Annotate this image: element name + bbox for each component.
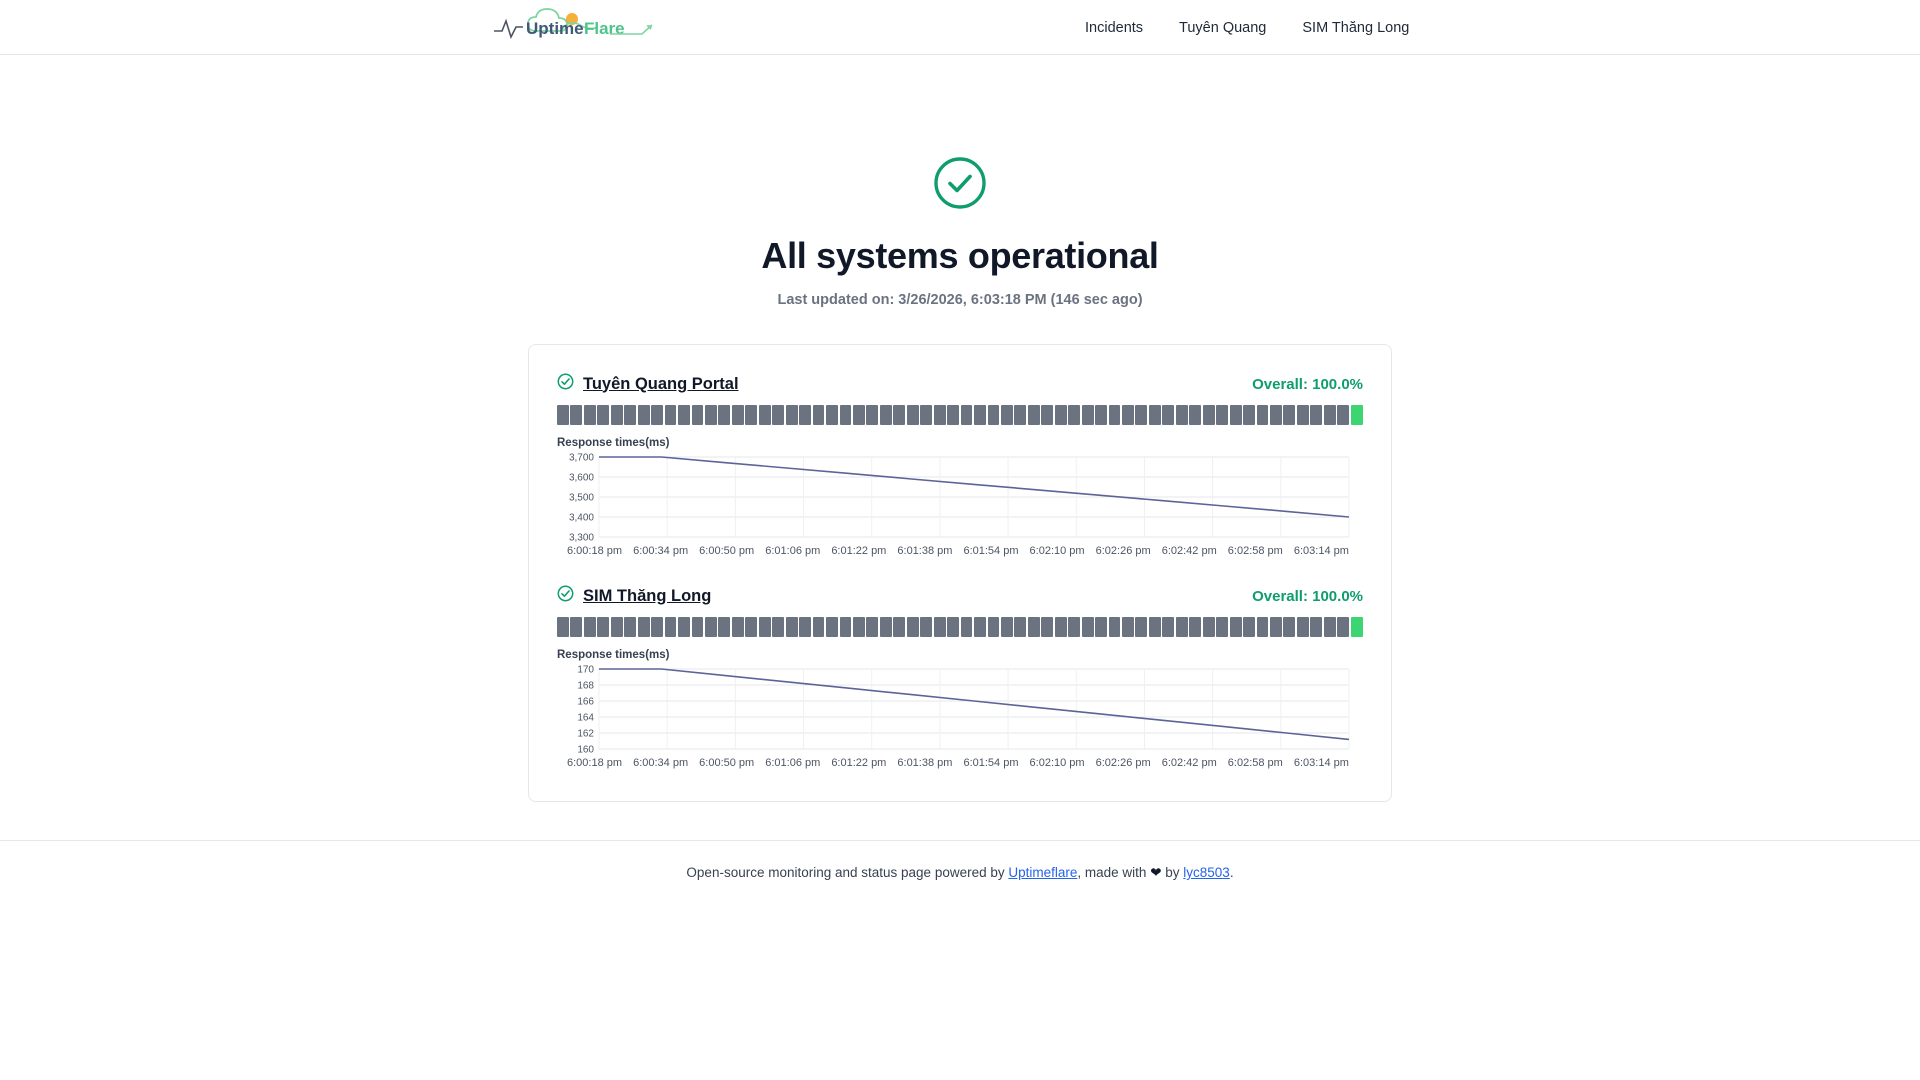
monitor-header xyxy=(557,585,1363,607)
svg-text:166: 166 xyxy=(577,696,594,708)
x-tick-label: 6:02:58 pm xyxy=(1227,545,1283,557)
uptime-bar-segment[interactable] xyxy=(1095,617,1107,637)
x-tick-label: 6:01:54 pm xyxy=(963,545,1019,557)
uptime-bar-segment[interactable] xyxy=(1351,405,1363,425)
status-hero xyxy=(0,55,1920,308)
top-navigation-bar xyxy=(0,0,1920,55)
uptime-bar-segment[interactable] xyxy=(718,617,730,637)
page-title: All systems operational xyxy=(761,235,1159,276)
x-tick-label: 6:02:26 pm xyxy=(1095,545,1151,557)
chart-x-axis xyxy=(557,757,1363,769)
uptime-bar-segment[interactable] xyxy=(907,405,919,425)
svg-text:160: 160 xyxy=(577,744,594,755)
uptime-bar-segment[interactable] xyxy=(880,405,892,425)
uptime-bar-segment[interactable] xyxy=(1176,617,1188,637)
uptime-bar-segment[interactable] xyxy=(1283,405,1295,425)
uptime-bar-segment[interactable] xyxy=(584,617,596,637)
uptimeflare-logo[interactable] xyxy=(492,7,688,47)
uptime-bar-segment[interactable] xyxy=(826,405,838,425)
uptime-bar-segment[interactable] xyxy=(665,405,677,425)
uptime-bar-segment[interactable] xyxy=(1095,405,1107,425)
uptime-bar-segment[interactable] xyxy=(1310,405,1322,425)
uptime-bar-segment[interactable] xyxy=(597,617,609,637)
uptime-bar-segment[interactable] xyxy=(1270,405,1282,425)
uptime-bar-segment[interactable] xyxy=(1257,617,1269,637)
uptime-bar-segment[interactable] xyxy=(961,405,973,425)
svg-text:164: 164 xyxy=(577,712,594,724)
page-footer xyxy=(0,840,1920,881)
uptime-bar-segment[interactable] xyxy=(1230,405,1242,425)
svg-text:162: 162 xyxy=(577,728,594,740)
uptime-bar-segment[interactable] xyxy=(732,405,744,425)
uptime-bar-segment[interactable] xyxy=(1162,617,1174,637)
uptime-bar-segment[interactable] xyxy=(907,617,919,637)
x-tick-label: 6:00:50 pm xyxy=(699,757,755,769)
uptime-bar-segment[interactable] xyxy=(1310,617,1322,637)
x-tick-label: 6:00:18 pm xyxy=(567,757,623,769)
uptime-bar-segment[interactable] xyxy=(638,405,650,425)
uptime-bar-segment[interactable] xyxy=(866,617,878,637)
uptime-bar-chart[interactable] xyxy=(557,405,1363,425)
uptime-bar-segment[interactable] xyxy=(1270,617,1282,637)
uptime-bar-segment[interactable] xyxy=(678,617,690,637)
response-times-label: Response times(ms) xyxy=(557,649,670,661)
uptime-bar-segment[interactable] xyxy=(1189,617,1201,637)
uptime-bar-segment[interactable] xyxy=(1055,405,1067,425)
x-tick-label: 6:03:14 pm xyxy=(1293,757,1349,769)
uptime-bar-segment[interactable] xyxy=(840,617,852,637)
x-tick-label: 6:00:34 pm xyxy=(633,757,689,769)
nav-item-tuyen-quang[interactable]: Tuyên Quang xyxy=(1179,19,1267,36)
uptimeflare-link[interactable]: Uptimeflare xyxy=(1008,865,1078,880)
uptime-bar-segment[interactable] xyxy=(1283,617,1295,637)
uptime-bar-segment[interactable] xyxy=(988,405,1000,425)
uptime-bar-segment[interactable] xyxy=(1068,617,1080,637)
x-tick-label: 6:02:58 pm xyxy=(1227,757,1283,769)
uptime-bar-segment[interactable] xyxy=(826,617,838,637)
x-tick-label: 6:00:34 pm xyxy=(633,545,689,557)
uptime-bar-segment[interactable] xyxy=(624,405,636,425)
nav-item-incidents[interactable]: Incidents xyxy=(1085,19,1144,36)
x-tick-label: 6:01:38 pm xyxy=(897,545,953,557)
uptime-bar-segment[interactable] xyxy=(920,617,932,637)
uptime-bar-segment[interactable] xyxy=(692,405,704,425)
uptime-bar-segment[interactable] xyxy=(1189,405,1201,425)
chart-x-axis xyxy=(557,545,1363,557)
uptime-bar-segment[interactable] xyxy=(813,617,825,637)
uptime-bar-segment[interactable] xyxy=(1109,405,1121,425)
response-times-label: Response times(ms) xyxy=(557,437,670,449)
uptime-bar-segment[interactable] xyxy=(1297,617,1309,637)
uptime-bar-segment[interactable] xyxy=(1351,617,1363,637)
uptime-bar-segment[interactable] xyxy=(1068,405,1080,425)
uptime-bar-segment[interactable] xyxy=(974,405,986,425)
uptime-bar-segment[interactable] xyxy=(1082,405,1094,425)
main-nav xyxy=(1085,0,1409,55)
uptime-bar-segment[interactable] xyxy=(1028,617,1040,637)
uptime-bar-segment[interactable] xyxy=(624,617,636,637)
uptime-bar-segment[interactable] xyxy=(1203,405,1215,425)
uptime-bar-segment[interactable] xyxy=(1337,617,1349,637)
uptime-bar-segment[interactable] xyxy=(880,617,892,637)
overall-status-icon xyxy=(0,155,1920,211)
nav-item-sim-thang-long[interactable]: SIM Thăng Long xyxy=(1302,19,1410,36)
uptime-bar-segment[interactable] xyxy=(1041,405,1053,425)
svg-text:3,300: 3,300 xyxy=(568,532,594,543)
svg-text:168: 168 xyxy=(577,680,594,692)
uptime-bar-segment[interactable] xyxy=(786,405,798,425)
x-tick-label: 6:02:42 pm xyxy=(1161,545,1217,557)
uptime-bar-segment[interactable] xyxy=(1135,617,1147,637)
heart-icon: ❤ xyxy=(1150,865,1162,880)
x-tick-label: 6:02:42 pm xyxy=(1161,757,1217,769)
svg-text:3,400: 3,400 xyxy=(568,512,594,524)
uptime-bar-segment[interactable] xyxy=(611,617,623,637)
uptime-bar-segment[interactable] xyxy=(974,617,986,637)
x-tick-label: 6:01:22 pm xyxy=(831,545,887,557)
uptime-bar-segment[interactable] xyxy=(1028,405,1040,425)
uptime-bar-segment[interactable] xyxy=(893,405,905,425)
uptime-bar-segment[interactable] xyxy=(866,405,878,425)
uptime-bar-segment[interactable] xyxy=(961,617,973,637)
uptime-bar-segment[interactable] xyxy=(1243,405,1255,425)
response-time-chart[interactable] xyxy=(557,451,1363,557)
uptime-bar-segment[interactable] xyxy=(772,405,784,425)
x-tick-label: 6:01:38 pm xyxy=(897,757,953,769)
uptime-bar-segment[interactable] xyxy=(705,405,717,425)
uptime-bar-segment[interactable] xyxy=(934,405,946,425)
uptime-bar-segment[interactable] xyxy=(1324,617,1336,637)
monitor-uptime-percent: Overall: 100.0% xyxy=(1252,375,1363,393)
uptime-bar-segment[interactable] xyxy=(1324,405,1336,425)
uptime-bar-segment[interactable] xyxy=(1109,617,1121,637)
x-tick-label: 6:00:50 pm xyxy=(699,545,755,557)
x-tick-label: 6:02:26 pm xyxy=(1095,757,1151,769)
footer-text-before: Open-source monitoring and status page powered by xyxy=(686,865,1009,880)
svg-text:Flare: Flare xyxy=(584,19,625,38)
uptime-bar-segment[interactable] xyxy=(853,405,865,425)
uptime-bar-segment[interactable] xyxy=(799,405,811,425)
uptime-bar-segment[interactable] xyxy=(678,405,690,425)
svg-text:Uptime: Uptime xyxy=(526,19,584,38)
uptime-bar-segment[interactable] xyxy=(745,405,757,425)
uptime-bar-segment[interactable] xyxy=(1122,405,1134,425)
uptime-bar-segment[interactable] xyxy=(692,617,704,637)
uptime-bar-segment[interactable] xyxy=(947,617,959,637)
x-tick-label: 6:02:10 pm xyxy=(1029,757,1085,769)
check-circle-icon xyxy=(557,585,574,607)
uptime-bar-segment[interactable] xyxy=(705,617,717,637)
uptime-bar-segment[interactable] xyxy=(759,617,771,637)
x-tick-label: 6:01:22 pm xyxy=(831,757,887,769)
uptime-bar-segment[interactable] xyxy=(1122,617,1134,637)
uptime-bar-segment[interactable] xyxy=(638,617,650,637)
uptime-bar-segment[interactable] xyxy=(597,405,609,425)
uptime-bar-segment[interactable] xyxy=(893,617,905,637)
uptime-bar-segment[interactable] xyxy=(732,617,744,637)
uptime-bar-segment[interactable] xyxy=(988,617,1000,637)
footer-text-end: . xyxy=(1229,865,1234,880)
monitor-name-link[interactable]: Tuyên Quang Portal xyxy=(583,374,739,393)
uptime-bar-segment[interactable] xyxy=(1216,617,1228,637)
uptime-bar-segment[interactable] xyxy=(1162,405,1174,425)
uptime-bar-segment[interactable] xyxy=(1230,617,1242,637)
uptime-bar-segment[interactable] xyxy=(1337,405,1349,425)
uptime-bar-segment[interactable] xyxy=(1135,405,1147,425)
uptime-bar-segment[interactable] xyxy=(1014,405,1026,425)
uptime-bar-segment[interactable] xyxy=(786,617,798,637)
uptime-bar-segment[interactable] xyxy=(1257,405,1269,425)
uptime-bar-segment[interactable] xyxy=(759,405,771,425)
footer-text-middle: , made with xyxy=(1077,865,1151,880)
uptime-bar-segment[interactable] xyxy=(1176,405,1188,425)
uptime-bar-segment[interactable] xyxy=(651,405,663,425)
svg-text:3,500: 3,500 xyxy=(568,492,594,504)
uptime-bar-segment[interactable] xyxy=(570,617,582,637)
response-time-chart[interactable] xyxy=(557,663,1363,769)
uptime-bar-segment[interactable] xyxy=(840,405,852,425)
last-updated-text: Last updated on: 3/26/2026, 6:03:18 PM (146 sec ago) xyxy=(777,292,1143,308)
footer-text-by: by xyxy=(1161,865,1184,880)
uptime-bar-segment[interactable] xyxy=(1055,617,1067,637)
x-tick-label: 6:03:14 pm xyxy=(1293,545,1349,557)
uptime-bar-segment[interactable] xyxy=(665,617,677,637)
x-tick-label: 6:01:54 pm xyxy=(963,757,1019,769)
monitor-uptime-percent: Overall: 100.0% xyxy=(1252,587,1363,605)
uptime-bar-segment[interactable] xyxy=(1243,617,1255,637)
uptime-bar-segment[interactable] xyxy=(947,405,959,425)
uptime-bar-segment[interactable] xyxy=(934,617,946,637)
monitors-card xyxy=(528,344,1392,802)
x-tick-label: 6:01:06 pm xyxy=(765,757,821,769)
uptime-bar-segment[interactable] xyxy=(799,617,811,637)
uptime-bar-segment[interactable] xyxy=(651,617,663,637)
uptime-bar-segment[interactable] xyxy=(1082,617,1094,637)
author-link[interactable]: lyc8503 xyxy=(1183,865,1230,880)
svg-text:3,600: 3,600 xyxy=(568,472,594,484)
uptime-bar-segment[interactable] xyxy=(1149,617,1161,637)
x-tick-label: 6:00:18 pm xyxy=(567,545,623,557)
monitor-item xyxy=(557,373,1363,557)
check-circle-icon xyxy=(557,373,574,395)
uptime-bar-segment[interactable] xyxy=(1216,405,1228,425)
uptime-bar-segment[interactable] xyxy=(557,617,569,637)
uptime-bar-segment[interactable] xyxy=(611,405,623,425)
uptime-bar-segment[interactable] xyxy=(1203,617,1215,637)
uptime-bar-segment[interactable] xyxy=(772,617,784,637)
svg-text:170: 170 xyxy=(577,664,594,676)
monitor-header xyxy=(557,373,1363,395)
monitor-name-link[interactable]: SIM Thăng Long xyxy=(583,586,712,605)
uptime-bar-segment[interactable] xyxy=(718,405,730,425)
uptime-bar-segment[interactable] xyxy=(1041,617,1053,637)
x-tick-label: 6:01:06 pm xyxy=(765,545,821,557)
uptime-bar-segment[interactable] xyxy=(1149,405,1161,425)
monitor-item xyxy=(557,585,1363,769)
uptime-bar-segment[interactable] xyxy=(570,405,582,425)
svg-text:3,700: 3,700 xyxy=(568,452,594,464)
uptime-bar-segment[interactable] xyxy=(1001,405,1013,425)
uptime-bar-segment[interactable] xyxy=(920,405,932,425)
uptime-bar-segment[interactable] xyxy=(557,405,569,425)
uptime-bar-segment[interactable] xyxy=(1297,405,1309,425)
uptime-bar-segment[interactable] xyxy=(813,405,825,425)
uptime-bar-segment[interactable] xyxy=(1014,617,1026,637)
x-tick-label: 6:02:10 pm xyxy=(1029,545,1085,557)
uptime-bar-segment[interactable] xyxy=(745,617,757,637)
uptime-bar-segment[interactable] xyxy=(584,405,596,425)
uptime-bar-chart[interactable] xyxy=(557,617,1363,637)
uptime-bar-segment[interactable] xyxy=(853,617,865,637)
uptime-bar-segment[interactable] xyxy=(1001,617,1013,637)
